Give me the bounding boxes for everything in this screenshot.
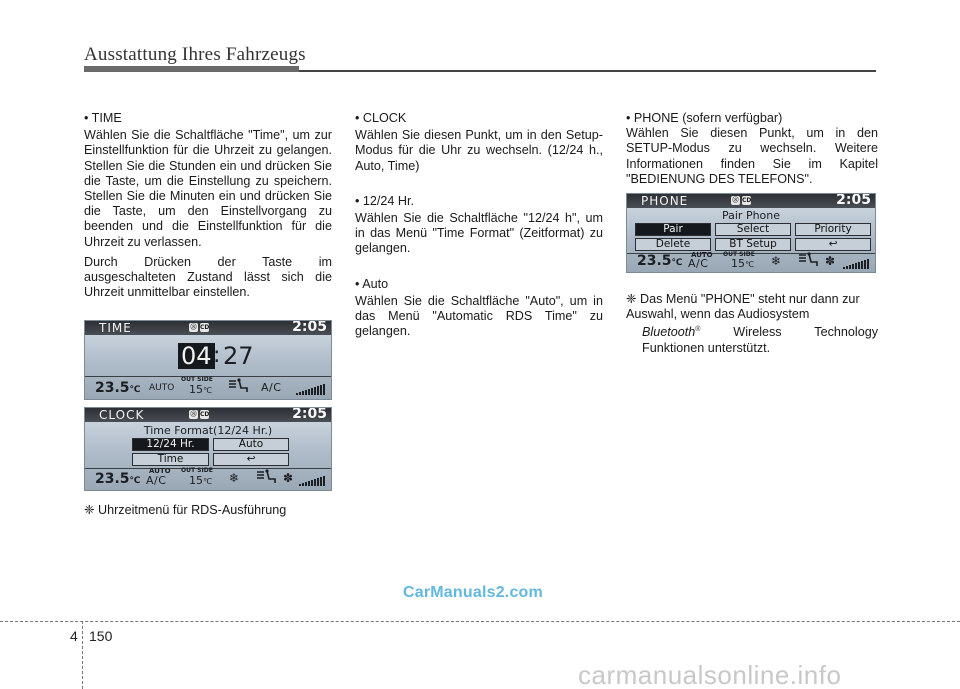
btn-12-24-hr[interactable]: 12/24 Hr. [132,438,209,451]
snowflake-icon: ❄ [229,471,240,485]
rds-icon: Ⓢ [190,324,197,331]
site-watermark: carmanualsonline.info [578,660,842,689]
ac-indicator: A/C [688,257,709,270]
page-chapter: 4 [70,628,78,644]
lcd-screen-title: CLOCK [99,408,145,422]
time-hours-selected: 04 [178,343,215,369]
btn-back[interactable]: ↩ [795,238,871,251]
lcd-climate-bar [85,466,331,490]
snowflake-icon: ❄ [771,254,782,268]
lcd-climate-bar [85,375,331,399]
cd-icon: CD [200,324,210,331]
inside-temperature: 23.5℃ [95,471,141,487]
outside-temperature: 15℃ [189,383,212,396]
auto-paragraph: Wählen Sie die Schaltfläche "Auto", um in das Menü "Automatic RDS Time" zu gelangen. [355,293,603,339]
column-time [84,111,332,305]
12-24-paragraph: Wählen Sie die Schaltfläche "12/24 h", um in das Menü "Time Format" (Zeitformat) zu gelangen. [355,211,603,256]
note-text-a: Das Menü "PHONE" steht nur dann zur Auswahl, wenn das Audiosystem [626,292,860,322]
page-number: 150 [89,628,113,644]
fan-level-bars [299,476,325,486]
note-symbol: ❈ [626,292,637,306]
cd-icon: CD [200,411,210,418]
bluetooth-brand: Bluetooth [642,325,696,340]
note-symbol: ❈ [84,503,95,517]
bullet-auto: • Auto [355,276,389,291]
clock-menu-heading: Time Format(12/24 Hr.) [143,424,273,437]
btn-priority[interactable]: Priority [795,223,871,236]
note-text-b-rest: Wireless Technology Funktionen unterstützt. [642,325,878,355]
phone-menu-heading: Pair Phone [721,209,781,222]
outside-label: OUT SIDE [723,251,755,258]
outside-label: OUT SIDE [181,467,213,474]
clock-paragraph: Wählen Sie diesen Punkt, um in den Setup-Modus für die Uhr zu wechseln. (12/24 h., Auto, Time) [355,128,603,173]
time-minutes: 27 [223,342,254,370]
inside-temperature: 23.5℃ [95,380,141,396]
lcd-clock: 2:05 [292,407,327,422]
airflow-icon [255,469,277,488]
time-paragraph-1: Wählen Sie die Schaltfläche "Time", um zur Einstellfunktion für die Uhrzeit zu gelangen. Stellen Sie die Stunden ein und drücken Sie die Taste, um die Einstellung zu speichern. Stellen Sie die Minuten ein und drücken Sie die Taste, um den Einstellvorgang zu beenden und die Einstellfunktion für die Uhrzeit zu verlassen. [84,128,332,249]
page-header-title: Ausstattung Ihres Fahrzeugs [84,44,306,65]
lcd-climate-bar [627,251,875,272]
footer-rule-vertical [82,621,83,689]
lcd-phone-screen [626,193,876,273]
lcd-source-icons [731,196,751,206]
phone-paragraph: Wählen Sie diesen Punkt, um in den SETUP-Modus zu wechseln. Weitere Informationen finden Sie im Kapitel "BEDIENUNG DES TELEFONS". [626,126,878,186]
time-colon: : [213,343,221,368]
rds-icon: Ⓢ [732,197,739,204]
ac-indicator: A/C [146,474,167,487]
ac-indicator: A/C [261,381,282,394]
bullet-phone: • PHONE (sofern verfügbar) [626,111,783,125]
fan-level-bars [296,384,325,395]
lcd-clock-screen [84,407,332,491]
outside-temperature: 15℃ [731,257,754,270]
lcd-clock: 2:05 [836,193,871,208]
lcd-source-icons [189,323,209,333]
lcd-screen-title: TIME [99,321,132,335]
time-paragraph-2: Durch Drücken der Taste im ausgeschalteten Zustand lässt sich die Uhrzeit unmittelbar einstellen. [84,254,332,300]
note-phone-bluetooth [626,292,878,356]
header-rule-thin [299,70,876,72]
note-text-b [626,322,878,356]
btn-delete[interactable]: Delete [635,238,711,251]
lcd-screen-title: PHONE [641,194,689,208]
btn-back[interactable]: ↩ [213,453,289,466]
outside-label: OUT SIDE [181,376,213,383]
fan-icon: ✽ [283,471,294,485]
note-rds-version [84,503,286,518]
airflow-icon [797,252,819,271]
btn-auto[interactable]: Auto [213,438,289,451]
lcd-time-screen [84,320,332,400]
column-phone [626,111,878,192]
climate-auto-mode: AUTO [149,383,175,393]
fan-level-bars [843,259,869,269]
auto-label: AUTO [691,251,713,259]
bullet-time: • TIME [84,111,122,125]
cd-icon: CD [742,197,752,204]
outside-temperature: 15℃ [189,474,212,487]
auto-label: AUTO [149,467,171,475]
bullet-12-24: • 12/24 Hr. [355,193,415,208]
airflow-icon [227,378,249,397]
btn-time[interactable]: Time [132,453,209,466]
watermark-carmanuals2: CarManuals2.com [403,584,543,601]
column-clock [355,111,603,344]
lcd-clock: 2:05 [292,320,327,335]
btn-bt-setup[interactable]: BT Setup [715,238,791,251]
note-text: Uhrzeitmenü für RDS-Ausführung [98,503,287,517]
header-rule-thick [84,66,299,72]
footer-rule-horizontal [0,621,960,622]
lcd-source-icons [189,410,209,420]
bullet-clock: • CLOCK [355,111,407,125]
btn-pair[interactable]: Pair [635,223,711,236]
registered-mark: ® [695,326,701,334]
btn-select[interactable]: Select [715,223,791,236]
fan-icon: ✽ [825,254,836,268]
inside-temperature: 23.5℃ [637,253,683,269]
rds-icon: Ⓢ [190,411,197,418]
